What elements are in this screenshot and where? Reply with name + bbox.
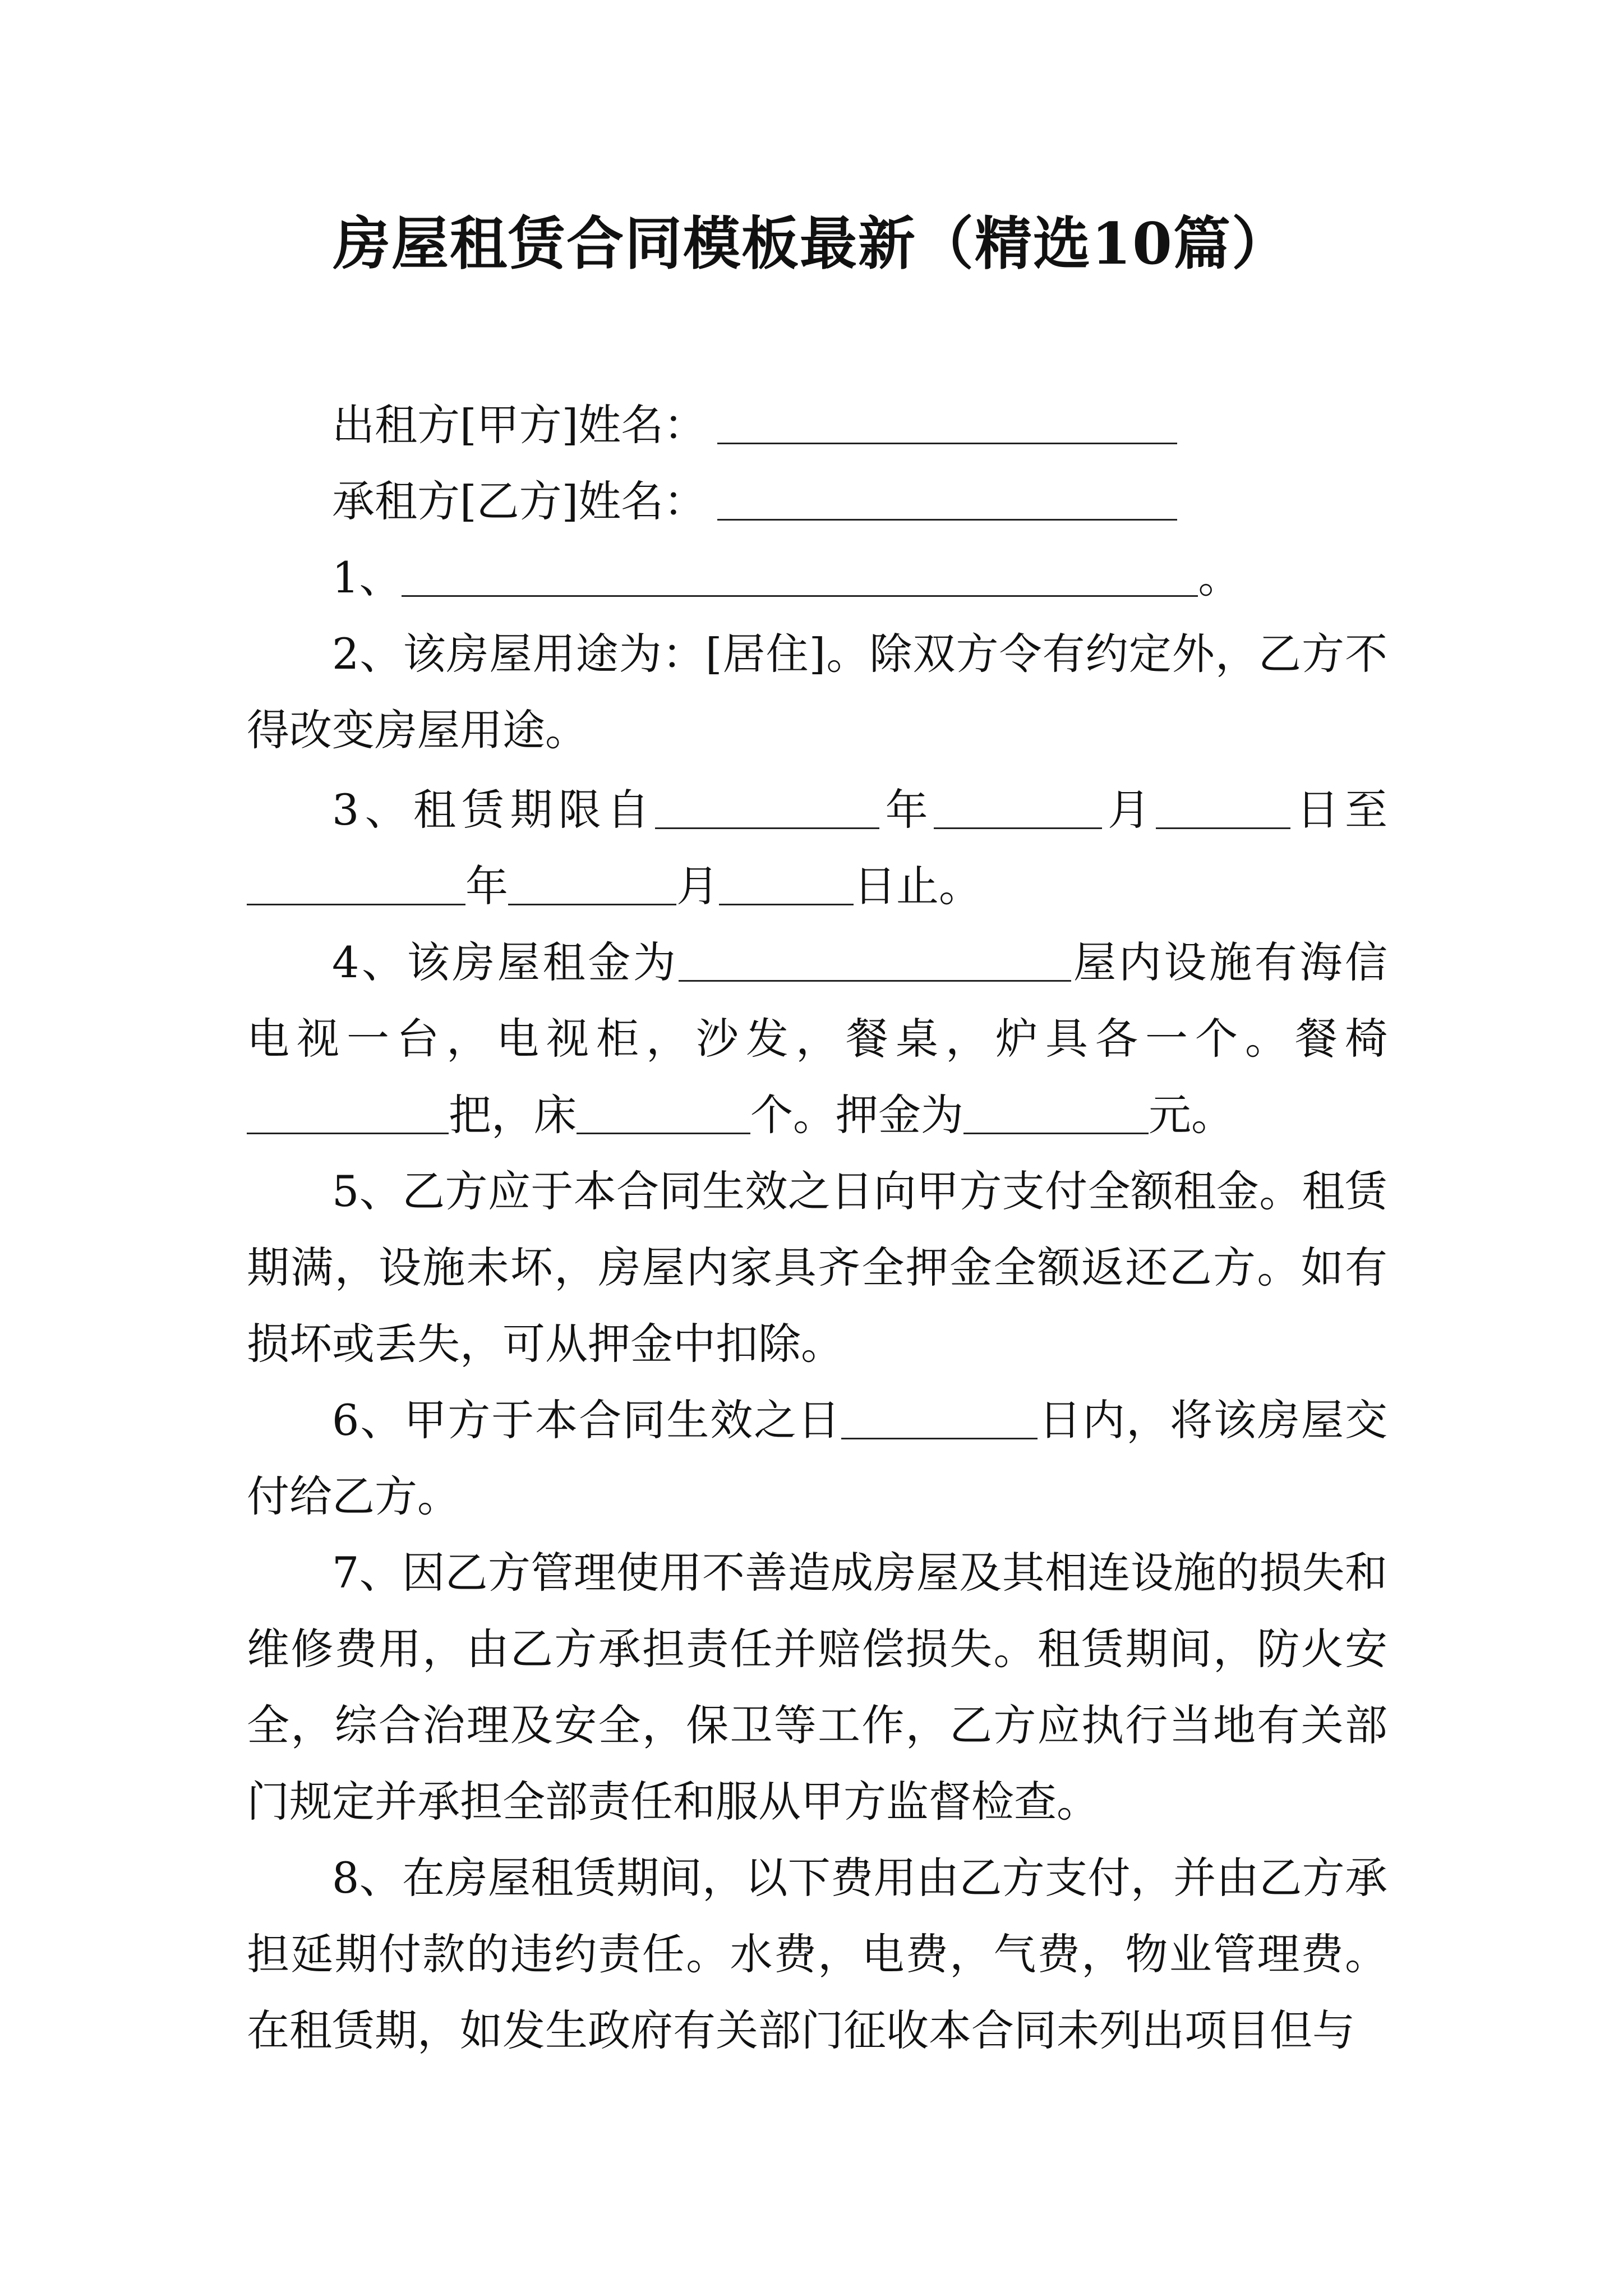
clause-4 [247,924,1387,1153]
clause-3 [247,772,1387,924]
clause-4-text-c: 把，床 [449,1090,577,1140]
contract-body [247,387,1387,2069]
clause-6 [247,1382,1387,1535]
clause-4-text-a: 4、该房屋租金为 [332,937,679,987]
end-year-blank[interactable] [247,870,465,905]
clause-4-text-e: 元。 [1149,1090,1234,1140]
party-b-line [247,463,1387,540]
document-title: 房屋租赁合同模板最新（精选10篇） [333,210,1290,278]
clause-1 [247,540,1387,616]
clause-3-text-d: 日至 [1290,785,1388,835]
clause-1-number: 1、 [332,553,402,602]
beds-blank[interactable] [577,1099,750,1134]
party-a-line [247,387,1387,463]
party-b-label: 承租方[乙方]姓名： [332,476,707,526]
start-year-blank[interactable] [655,794,879,829]
party-a-label: 出租方[甲方]姓名： [332,400,707,450]
clause-3-text-g: 日止。 [854,861,981,911]
end-day-blank[interactable] [719,870,854,905]
deposit-blank[interactable] [963,1099,1149,1134]
end-month-blank[interactable] [508,870,676,905]
party-a-name-blank[interactable] [717,409,1177,444]
clause-6-text-b: 日内，将该房屋交付给乙方。 [247,1395,1387,1521]
clause-4-text-d: 个。押金为 [750,1090,963,1140]
clause-5: 5、乙方应于本合同生效之日向甲方支付全额租金。租赁期满，设施未坏，房屋内家具齐全押金全额返还乙方。如有损坏或丢失，可从押金中扣除。 [247,1166,1387,1369]
party-b-name-blank[interactable] [717,485,1177,521]
start-day-blank[interactable] [1156,794,1290,829]
start-month-blank[interactable] [934,794,1102,829]
chairs-blank[interactable] [247,1099,449,1134]
clause-3-text-b: 年 [879,785,934,835]
rent-blank[interactable] [679,946,1071,982]
clause-1-blank[interactable] [402,562,1198,597]
handover-days-blank[interactable] [841,1404,1038,1439]
clause-1-suffix: 。 [1198,553,1241,602]
clause-6-text-a: 6、甲方于本合同生效之日 [332,1395,842,1445]
clause-2: 2、该房屋用途为：[居住]。除双方令有约定外，乙方不得改变房屋用途。 [247,629,1387,755]
clause-3-text-e: 年 [465,861,508,911]
clause-4-text-b: 屋内设施有海信电视一台，电视柜，沙发，餐桌，炉具各一个。餐椅 [247,937,1387,1064]
clause-3-text-c: 月 [1101,785,1156,835]
clause-3-text-f: 月 [676,861,719,911]
clause-7: 7、因乙方管理使用不善造成房屋及其相连设施的损失和维修费用，由乙方承担责任并赔偿损失。租赁期间，防火安全，综合治理及安全，保卫等工作，乙方应执行当地有关部门规定并承担全部责任和服从甲方监督检查。 [247,1548,1387,1826]
clause-3-text-a: 3、租赁期限自 [332,785,656,835]
clause-8: 8、在房屋租赁期间，以下费用由乙方支付，并由乙方承担延期付款的违约责任。水费，电费，气费，物业管理费。在租赁期，如发生政府有关部门征收本合同未列出项目但与 [247,1853,1387,2055]
